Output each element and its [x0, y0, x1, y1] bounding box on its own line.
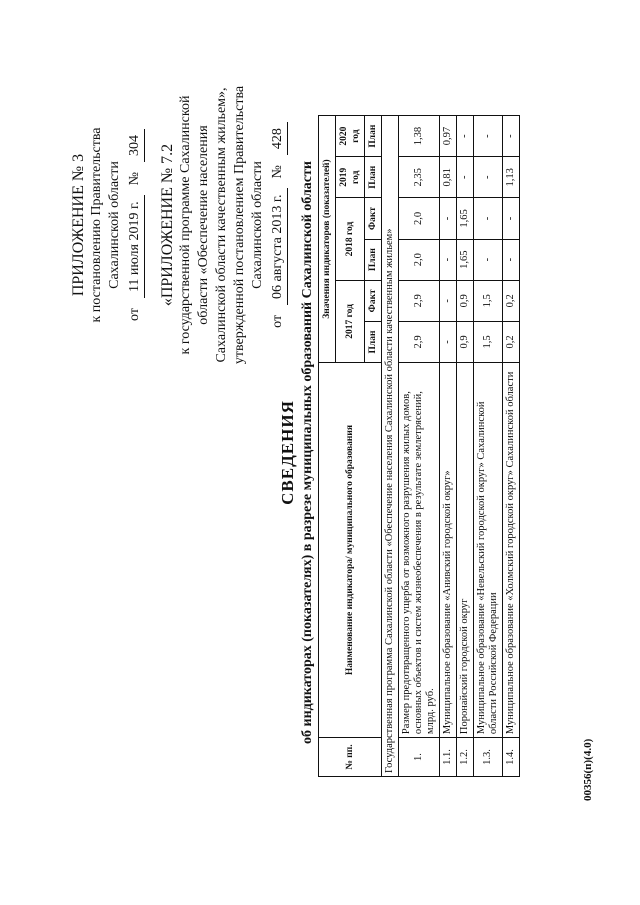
- year-2018: 2018 год: [336, 198, 365, 280]
- from-label: от: [270, 314, 285, 328]
- row-name: Муниципальное образование «Анивский городской округ»: [440, 363, 457, 738]
- year-2019: 2019 год: [336, 157, 365, 198]
- document-code: 00356(п)(4.0): [582, 738, 594, 801]
- plan-header: План: [365, 116, 382, 157]
- value-cell: 1,5: [474, 321, 503, 362]
- appendix-header: [70, 15, 288, 435]
- value-cell: -: [474, 239, 503, 280]
- program-number: 428: [269, 122, 288, 155]
- value-cell: 2,35: [399, 157, 440, 198]
- document-title: [278, 0, 316, 905]
- col-number-header: № пп.: [319, 738, 382, 777]
- plan-header: План: [365, 157, 382, 198]
- value-cell: -: [457, 116, 474, 157]
- value-cell: 1,13: [503, 157, 520, 198]
- value-cell: 0,9: [457, 280, 474, 321]
- program-date: 06 августа 2013 г.: [269, 188, 288, 304]
- program-row: [382, 116, 399, 777]
- decree-date-line: [126, 15, 145, 435]
- value-cell: 2,0: [399, 239, 440, 280]
- program-line-1: к государственной программе Сахалинской: [178, 95, 193, 355]
- fact-header: Факт: [365, 280, 382, 321]
- table-row: [457, 116, 474, 777]
- value-cell: -: [503, 198, 520, 239]
- plan-header: План: [365, 321, 382, 362]
- value-cell: 0,2: [503, 280, 520, 321]
- program-cell: Государственная программа Сахалинской области «Обеспечение населения Сахалинской области качественным жильем»: [382, 116, 399, 777]
- value-cell: -: [440, 239, 457, 280]
- program-line-3: Сахалинской области качественным жильем»,: [214, 87, 229, 363]
- row-number: 1.2.: [457, 738, 474, 777]
- value-cell: 0,9: [457, 321, 474, 362]
- row-name: Муниципальное образование «Холмский городской округ» Сахалинской области: [503, 363, 520, 738]
- table-header-row: [319, 116, 336, 777]
- decree-number: 304: [126, 129, 145, 162]
- value-cell: 0,81: [440, 157, 457, 198]
- year-2020: 2020 год: [336, 116, 365, 157]
- value-cell: -: [440, 280, 457, 321]
- row-name: Размер предотвращенного ущерба от возможного разрушения жилых домов, основных объектов и систем жизнеобеспечения в результате землетрясений, млрд. руб.: [399, 363, 440, 738]
- table-row: [440, 116, 457, 777]
- number-label: №: [127, 172, 142, 186]
- table-row: [399, 116, 440, 777]
- decree-ref: к постановлению Правительства: [89, 127, 104, 323]
- decree-date: 11 июля 2019 г.: [126, 195, 145, 298]
- title-main: СВЕДЕНИЯ: [278, 400, 297, 505]
- program-line-5: Сахалинской области: [250, 161, 265, 289]
- indicators-table: [318, 115, 520, 777]
- value-cell: -: [474, 116, 503, 157]
- row-number: 1.1.: [440, 738, 457, 777]
- value-cell: 2,9: [399, 280, 440, 321]
- year-2017: 2017 год: [336, 280, 365, 362]
- row-number: 1.3.: [474, 738, 503, 777]
- region-name: Сахалинской области: [107, 161, 122, 289]
- value-cell: -: [457, 157, 474, 198]
- value-cell: 2,0: [399, 198, 440, 239]
- number-label: №: [270, 165, 285, 179]
- value-cell: 1,65: [457, 239, 474, 280]
- plan-header: План: [365, 239, 382, 280]
- fact-header: Факт: [365, 198, 382, 239]
- value-cell: -: [474, 157, 503, 198]
- col-name-header: Наименование индикатора/ муниципального образования: [319, 363, 382, 738]
- row-name: Муниципальное образование «Невельский городской округ» Сахалинской области Российской Федерации: [474, 363, 503, 738]
- row-number: 1.4.: [503, 738, 520, 777]
- value-cell: -: [440, 321, 457, 362]
- appendix-3-title: ПРИЛОЖЕНИЕ № 3: [70, 153, 87, 297]
- table-row: [503, 116, 520, 777]
- col-values-header: Значения индикаторов (показателей): [319, 116, 336, 363]
- from-label: от: [127, 308, 142, 321]
- value-cell: 0,2: [503, 321, 520, 362]
- table-row: [474, 116, 503, 777]
- value-cell: 1,65: [457, 198, 474, 239]
- row-name: Поронайский городской округ: [457, 363, 474, 738]
- value-cell: 2,9: [399, 321, 440, 362]
- value-cell: -: [503, 116, 520, 157]
- value-cell: 1,5: [474, 280, 503, 321]
- title-subtitle: об индикаторах (показателях) в разрезе муниципальных образований Сахалинской области: [300, 161, 315, 744]
- value-cell: -: [440, 198, 457, 239]
- appendix-7-2-title: «ПРИЛОЖЕНИЕ № 7.2: [159, 143, 176, 307]
- value-cell: 0,97: [440, 116, 457, 157]
- row-number: 1.: [399, 738, 440, 777]
- program-line-4: утвержденной постановлением Правительства: [232, 85, 247, 365]
- program-line-2: области «Обеспечение населения: [196, 125, 211, 325]
- value-cell: 1,38: [399, 116, 440, 157]
- value-cell: -: [474, 198, 503, 239]
- value-cell: -: [503, 239, 520, 280]
